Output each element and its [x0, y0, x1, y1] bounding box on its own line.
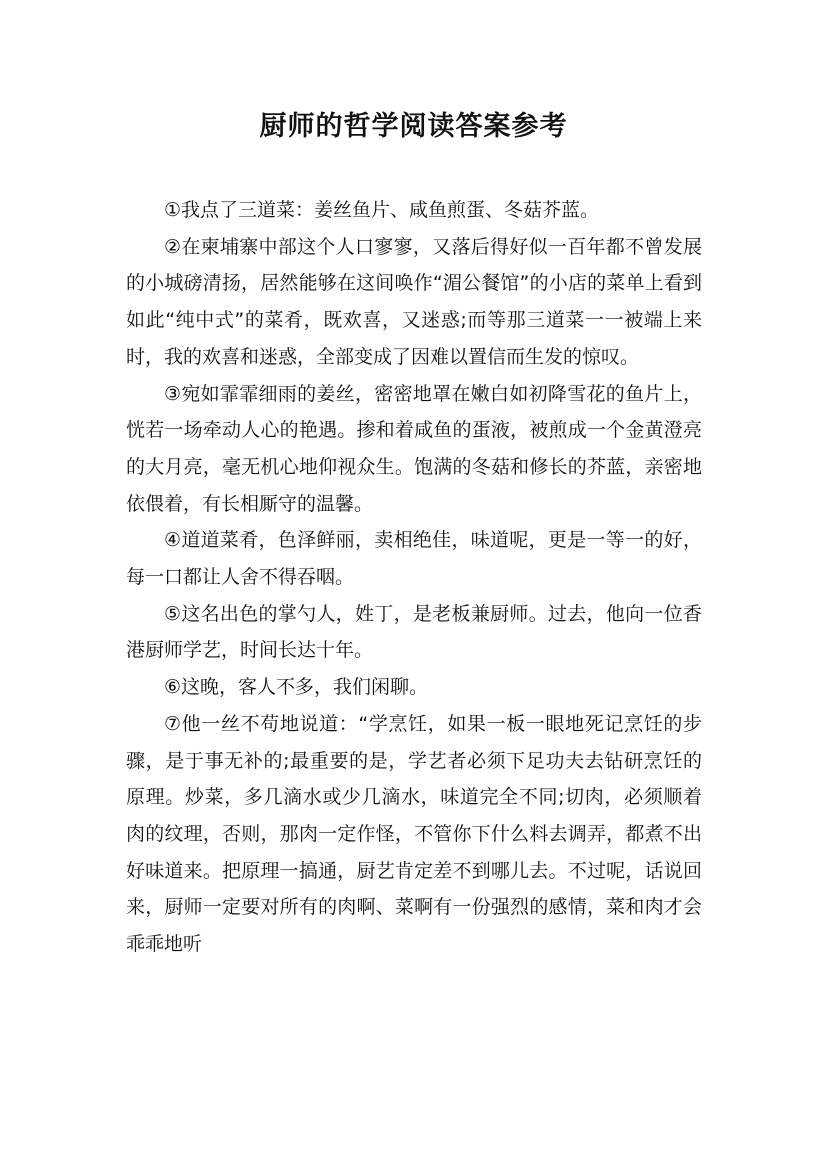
paragraph-7: ⑦他一丝不苟地说道：“学烹饪，如果一板一眼地死记烹饪的步骤，是于事无补的;最重要的是，学艺者必须下足功夫去钻研烹饪的原理。炒菜，多几滴水或少几滴水，味道完全不同;切肉，必须顺着肉的纹理，否则，那肉一定作怪，不管你下什么料去调弄，都煮不出好味道来。把原理一搞通，厨艺肯定差不到哪儿去。不过呢，话说回来，厨师一定要对所有的肉啊、菜啊有一份强烈的感情，菜和肉才会乖乖地听 [126, 712, 702, 956]
paragraph-4: ④道道菜肴，色泽鲜丽，卖相绝佳，味道呢，更是一等一的好，每一口都让人舍不得吞咽。 [126, 529, 702, 589]
paragraph-1: ①我点了三道菜：姜丝鱼片、咸鱼煎蛋、冬菇芥蓝。 [164, 199, 600, 221]
paragraph-2: ②在柬埔寨中部这个人口寥寥，又落后得好似一百年都不曾发展的小城磅清扬，居然能够在这间唤作“湄公餐馆”的小店的菜单上看到如此“纯中式”的菜肴，既欢喜，又迷惑;而等那三道菜一一被端上来时，我的欢喜和迷惑，全部变成了因难以置信而生发的惊叹。 [126, 235, 702, 368]
paragraph-6: ⑥这晚，客人不多，我们闲聊。 [164, 676, 429, 699]
document-body [126, 192, 702, 963]
paragraph-3: ③宛如霏霏细雨的姜丝，密密地罩在嫩白如初降雪花的鱼片上，恍若一场牵动人心的艳遇。掺和着咸鱼的蛋液，被煎成一个金黄澄亮的大月亮，毫无机心地仰视众生。饱满的冬菇和修长的芥蓝，亲密地依偎着，有长相厮守的温馨。 [126, 382, 702, 515]
document-title: 厨师的哲学阅读答案参考 [259, 111, 568, 142]
paragraph-5: ⑤这名出色的掌勺人，姓丁，是老板兼厨师。过去，他向一位香港厨师学艺，时间长达十年。 [126, 602, 702, 662]
